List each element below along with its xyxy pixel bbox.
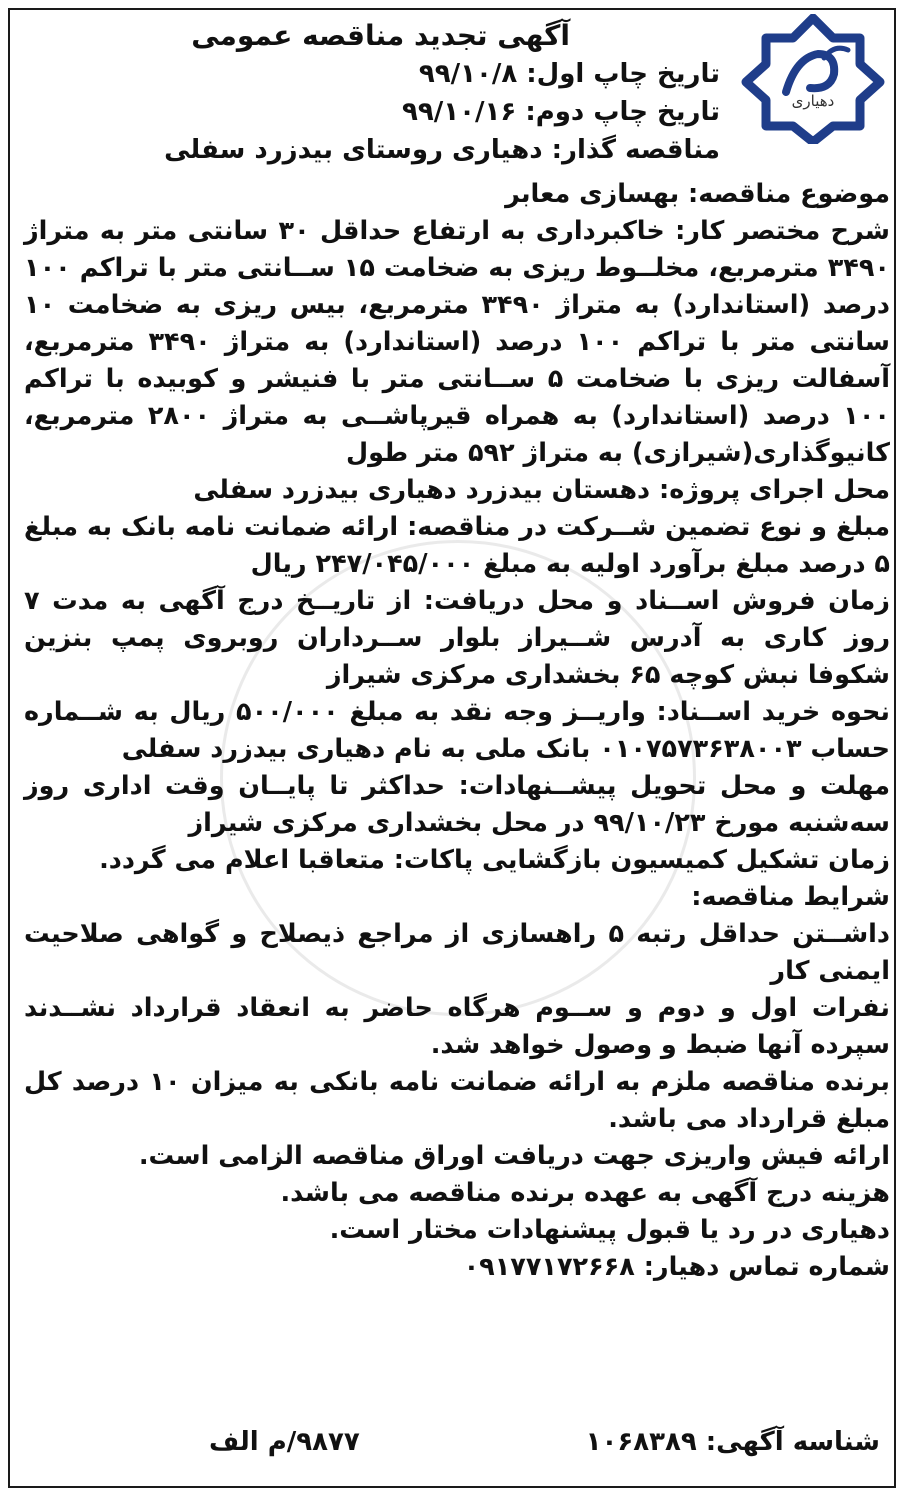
guarantee-info: مبلغ و نوع تضمین شــرکت در مناقصه: ارائه ضمانت نامه بانک به مبلغ ۵ درصد مبلغ برآورد اولیه به مبلغ ۲۴۷/۰۴۵/۰۰۰ ریال [24,512,890,579]
condition-item: برنده مناقصه ملزم به ارائه ضمانت نامه بانکی به میزان ۱۰ درصد کل مبلغ قرارداد می باشد. [24,1067,890,1134]
notice-footer [24,1422,890,1462]
tenderer-line: مناقصه گذار: دهیاری روستای بیدزرد سفلی [164,135,720,165]
condition-item: نفرات اول و دوم و ســوم هرگاه حاضر به انعقاد قرارداد نشــدند سپرده آنها ضبط و وصول خواهد شد. [24,993,890,1060]
condition-item: داشــتن حداقل رتبه ۵ راهسازی از مراجع ذیصلاح و گواهی صلاحیت ایمنی کار [24,919,890,986]
logo-caption: دهیاری [791,92,835,110]
work-description: شرح مختصر کار: خاکبرداری به ارتفاع حداقل ۳۰ سانتی متر به متراژ ۳۴۹۰ مترمربع، مخلــوط ریزی به ضخامت ۱۵ ســانتی متر با تراکم ۱۰۰ درصد (استاندارد) به متراژ ۳۴۹۰ مترمربع، بیس ریزی به ضخامت ۱۰ سانتی متر با تراکم ۱۰۰ درصد (استاندارد) به متراژ ۳۴۹۰ مترمربع، آسفالت ریزی با ضخامت ۵ ســانتی متر با فنیشر و کوبیده با تراکم ۱۰۰ درصد (استاندارد) به همراه قیرپاشــی به متراژ ۲۸۰۰ مترمربع، کانیوگذاری(شیرازی) به متراژ ۵۹۲ متر طول [24,216,891,468]
commission-info: زمان تشکیل کمیسیون بازگشایی پاکات: متعاقبا اعلام می گردد. [99,845,890,875]
subject-line: موضوع مناقصه: بهسازی معابر [505,179,890,209]
notice-header [0,0,908,180]
print-date-first: تاریخ چاپ اول: ۹۹/۱۰/۸ [418,59,720,89]
reference-code: ۹۸۷۷/م الف [209,1427,360,1457]
document-purchase-info: نحوه خرید اســناد: واریــز وجه نقد به مبلغ ۵۰۰/۰۰۰ ریال به شــماره حساب ۰۱۰۷۵۷۳۶۳۸۰۰۳ بانک ملی به نام دهیاری بیدزرد سفلی [24,697,890,764]
project-location: محل اجرای پروژه: دهستان بیدزرد دهیاری بیدزرد سفلی [193,475,890,505]
submission-deadline: مهلت و محل تحویل پیشــنهادات: حداکثر تا پایــان وقت اداری روز سه‌شنبه مورخ ۹۹/۱۰/۲۳ در محل بخشداری مرکزی شیراز [24,771,890,838]
contact-phone: شماره تماس دهیار: ۰۹۱۷۷۱۷۲۶۶۸ [463,1252,890,1282]
notice-body [24,176,890,1286]
condition-item: دهیاری در رد یا قبول پیشنهادات مختار است. [329,1215,890,1245]
ad-id: شناسه آگهی: ۱۰۶۸۳۸۹ [585,1427,880,1457]
print-date-second: تاریخ چاپ دوم: ۹۹/۱۰/۱۶ [402,97,720,127]
dehyari-logo-icon [738,14,888,144]
document-sale-info: زمان فروش اســناد و محل دریافت: از تاریــخ درج آگهی به مدت ۷ روز کاری به آدرس شــیراز بلوار ســرداران روبروی پمپ بنزین شکوفا نبش کوچه ۶۵ بخشداری مرکزی شیراز [24,586,890,690]
notice-title: آگهی تجدید مناقصه عمومی [191,19,570,52]
condition-item: ارائه فیش واریزی جهت دریافت اوراق مناقصه الزامی است. [138,1141,890,1171]
condition-item: هزینه درج آگهی به عهده برنده مناقصه می باشد. [280,1178,890,1208]
conditions-heading: شرایط مناقصه: [691,882,890,912]
